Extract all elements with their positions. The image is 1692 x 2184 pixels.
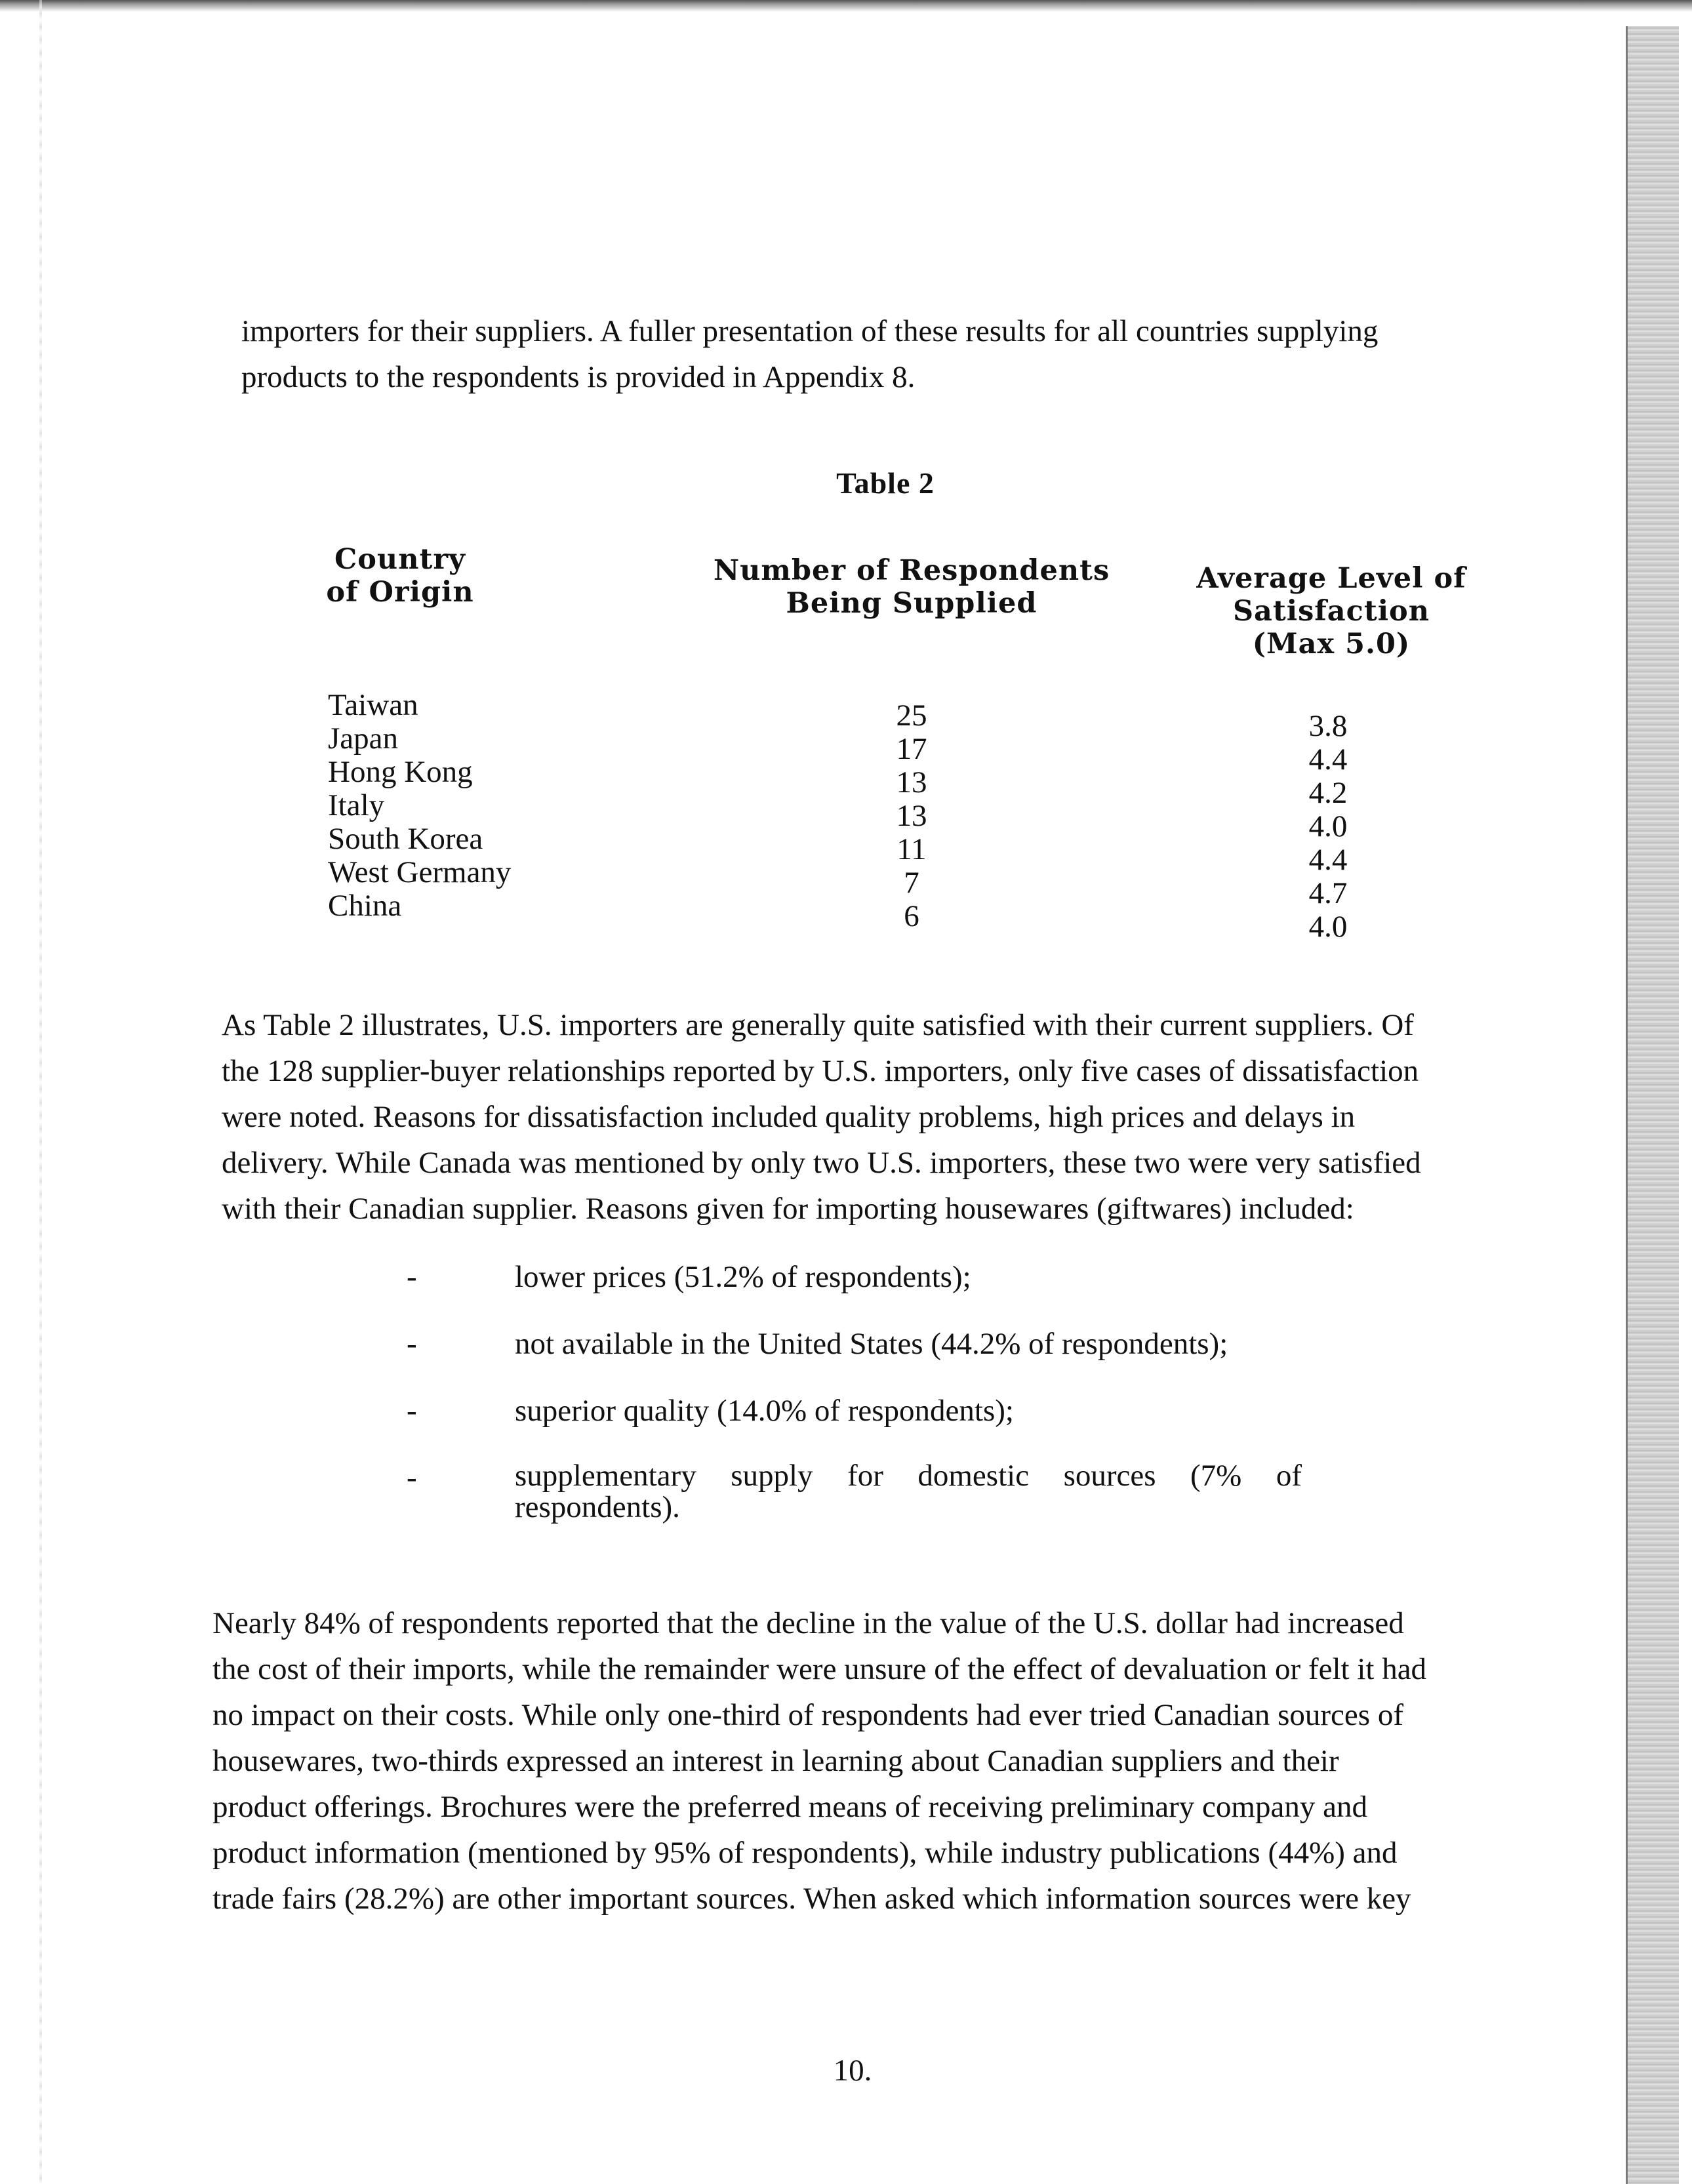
satisfaction-cell: 4.2 xyxy=(1308,776,1348,810)
country-cell: Italy xyxy=(328,788,385,822)
paragraph-line: delivery. While Canada was mentioned by only two U.S. importers, these two were very satisfied xyxy=(222,1146,1421,1180)
respondents-cell: 7 xyxy=(904,866,919,900)
paragraph-line: the cost of their imports, while the remainder were unsure of the effect of devaluation or felt it had xyxy=(212,1652,1427,1686)
respondents-cell: 17 xyxy=(896,732,927,766)
header-line: Being Supplied xyxy=(786,587,1037,620)
country-cell: South Korea xyxy=(328,822,483,856)
country-cell: Hong Kong xyxy=(328,755,473,789)
list-item xyxy=(407,1259,1325,1326)
paragraph-line: product information (mentioned by 95% of respondents), while industry publications (44%) and xyxy=(212,1836,1398,1870)
scan-top-edge xyxy=(0,0,1692,12)
paragraph-line: no impact on their costs. While only one-third of respondents had ever tried Canadian sources of xyxy=(212,1698,1403,1732)
scan-right-edge xyxy=(1626,26,1679,2184)
intro-paragraph xyxy=(241,308,1540,400)
satisfaction-cell: 4.4 xyxy=(1308,742,1348,777)
list-item xyxy=(407,1393,1325,1460)
country-cell: Japan xyxy=(328,721,399,756)
respondents-cell: 25 xyxy=(896,698,927,733)
list-item-text: lower prices (51.2% of respondents); xyxy=(515,1260,971,1294)
header-line: Number of Respondents xyxy=(713,554,1110,587)
header-line: (Max 5.0) xyxy=(1252,628,1411,660)
country-cell: West Germany xyxy=(328,855,512,889)
respondents-cell: 6 xyxy=(904,899,919,933)
satisfaction-cell: 4.4 xyxy=(1308,843,1348,877)
dash-bullet: - xyxy=(407,1394,417,1428)
satisfaction-cell: 3.8 xyxy=(1308,709,1348,743)
header-line: Satisfaction xyxy=(1232,595,1430,628)
header-line: of Origin xyxy=(326,576,474,609)
respondents-cell: 11 xyxy=(896,832,927,866)
dash-bullet: - xyxy=(407,1327,417,1361)
paragraph-line: the 128 supplier-buyer relationships reported by U.S. importers, only five cases of dissatisfaction xyxy=(222,1054,1419,1088)
dash-bullet: - xyxy=(407,1260,417,1294)
satisfaction-cell: 4.0 xyxy=(1308,910,1348,944)
header-line: Average Level of xyxy=(1196,562,1466,595)
satisfaction-column xyxy=(1289,710,1367,944)
paragraph-line: As Table 2 illustrates, U.S. importers are generally quite satisfied with their current suppliers. Of xyxy=(222,1008,1414,1042)
dash-bullet: - xyxy=(407,1461,417,1495)
paragraph-line: Nearly 84% of respondents reported that the decline in the value of the U.S. dollar had increased xyxy=(212,1606,1404,1640)
header-number-of-respondents xyxy=(708,554,1115,620)
country-cell: China xyxy=(328,889,402,923)
list-item xyxy=(407,1326,1325,1393)
respondents-column xyxy=(879,699,944,933)
intro-line: importers for their suppliers. A fuller presentation of these results for all countries supplying xyxy=(241,314,1379,348)
list-item-text: supplementary supply for domestic sources (7% of respondents). xyxy=(515,1459,1302,1524)
paragraph-line: were noted. Reasons for dissatisfaction included quality problems, high prices and delays in xyxy=(222,1100,1356,1134)
scan-left-edge xyxy=(39,0,42,2184)
header-line: Country xyxy=(334,543,466,576)
paragraph-line: product offerings. Brochures were the preferred means of receiving preliminary company and xyxy=(212,1790,1367,1824)
satisfaction-paragraph xyxy=(222,1002,1521,1232)
paragraph-line: with their Canadian supplier. Reasons given for importing housewares (giftwares) included: xyxy=(222,1192,1354,1226)
list-item xyxy=(407,1460,1325,1527)
satisfaction-cell: 4.7 xyxy=(1308,876,1348,910)
country-column xyxy=(328,689,511,923)
satisfaction-cell: 4.0 xyxy=(1308,809,1348,843)
list-item-text: superior quality (14.0% of respondents); xyxy=(515,1394,1014,1428)
reasons-list xyxy=(407,1259,1325,1527)
paragraph-line: trade fairs (28.2%) are other important sources. When asked which information sources were key xyxy=(212,1882,1411,1916)
paragraph-line: housewares, two-thirds expressed an interest in learning about Canadian suppliers and their xyxy=(212,1744,1339,1778)
respondents-cell: 13 xyxy=(896,765,927,799)
dollar-decline-paragraph xyxy=(212,1600,1508,1922)
header-country-of-origin xyxy=(321,543,479,609)
intro-line: products to the respondents is provided in Appendix 8. xyxy=(241,360,916,394)
list-item-text: not available in the United States (44.2% of respondents); xyxy=(515,1327,1228,1361)
respondents-cell: 13 xyxy=(896,799,927,833)
country-cell: Taiwan xyxy=(328,688,418,722)
header-average-satisfaction xyxy=(1180,562,1482,660)
page-number: 10. xyxy=(833,2053,872,2088)
table-title: Table 2 xyxy=(836,466,935,500)
